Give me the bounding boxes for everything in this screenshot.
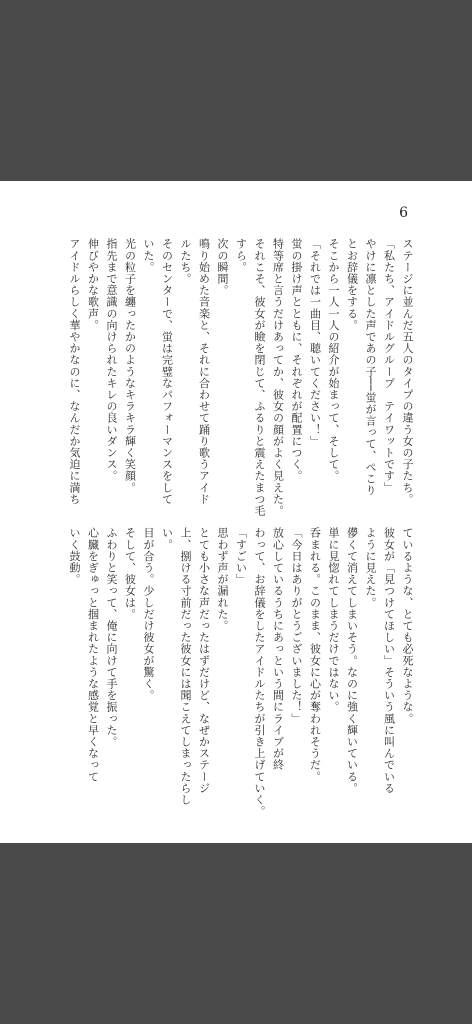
text-line: 儚くて消えてしまいそう。なのに強く輝いている。	[345, 527, 359, 794]
text-line: それこそ、彼女が瞼を閉じて、ふるりと震えたまつ毛	[253, 238, 266, 517]
text-line: 「今日はありがとうございました！」	[290, 527, 303, 725]
text-line: わって、お辞儀をしたアイドルたちが引き上げていく。	[253, 527, 266, 817]
text-line: 「すごい」	[234, 527, 248, 585]
text-line: すら。	[234, 238, 248, 273]
text-line: そこから一人一人の紹介が始まって、そして。	[327, 238, 340, 482]
text-line: とお辞儀をする。	[345, 238, 359, 331]
text-line: 目が合う。少しだけ彼女が驚く。	[142, 527, 155, 701]
text-line: 蛍の掛け声とともに、それぞれが配置につく。	[290, 238, 303, 482]
text-line: 伸びやかな歌声。	[86, 238, 100, 331]
text-line: 次の瞬間。	[216, 238, 229, 296]
text-line: ように見えた。	[364, 527, 377, 609]
text-line: そのセンターで、蛍は完璧なパフォーマンスをして	[160, 238, 174, 505]
page-number: 6	[399, 205, 408, 221]
text-line: 「それでは一曲目、聴いてください！」	[308, 238, 322, 447]
text-line: アイドルらしく華やかなのに、なんだか気迫に満ち	[68, 238, 81, 505]
text-line: 光の粒子を纏ったかのようなキラキラ輝く笑顔。	[123, 238, 137, 494]
text-line: 上、捌ける寸前だった彼女には聞こえてしまったらし	[179, 527, 192, 806]
text-line: 彼女が「見つけてほしい」そういう風に叫んでいる	[382, 527, 396, 794]
text-line: 特等席と言うだけあってか、彼女の顔がよく見えた。	[271, 238, 285, 517]
text-line: ふわりと笑って、俺に向けて手を振った。	[105, 527, 118, 748]
book-page	[0, 181, 472, 843]
text-line: 心臓をぎゅっと掴まれたような感覚と早くなって	[86, 527, 100, 783]
text-line: いた。	[142, 238, 155, 273]
text-line: 呑まれる。このまま、彼女に心が奪われそうだ。	[308, 527, 322, 783]
text-line: 単に見惚れてしまうだけではない。	[327, 527, 340, 713]
text-line: とても小さな声だったはずだけど、なぜかステージ	[197, 527, 211, 794]
text-block-top	[65, 238, 417, 517]
text-line: 「私たち、アイドルグループ テイワットです」	[382, 238, 396, 494]
text-line: い。	[160, 527, 174, 551]
text-line: 指先まで意識の向けられたキレの良いダンス。	[105, 238, 118, 482]
text-line: ているような、とても必死なような。	[401, 527, 414, 725]
text-line: 放心しているうちにあっという間にライブが終	[271, 527, 285, 771]
text-line: やけに凛とした声であの子──蛍が言って、ぺこり	[364, 238, 377, 497]
text-line: ステージに並んだ五人のタイプの違う女の子たち。	[401, 238, 414, 505]
text-line: いく鼓動。	[68, 527, 81, 585]
text-block-bottom	[65, 527, 417, 817]
text-line: ルたち。	[179, 238, 192, 285]
text-line: そして、彼女は。	[123, 527, 137, 620]
text-line: 鳴り始めた音楽と、それに合わせて踊り歌うアイド	[197, 238, 211, 505]
text-line: 思わず声が漏れた。	[216, 527, 229, 632]
